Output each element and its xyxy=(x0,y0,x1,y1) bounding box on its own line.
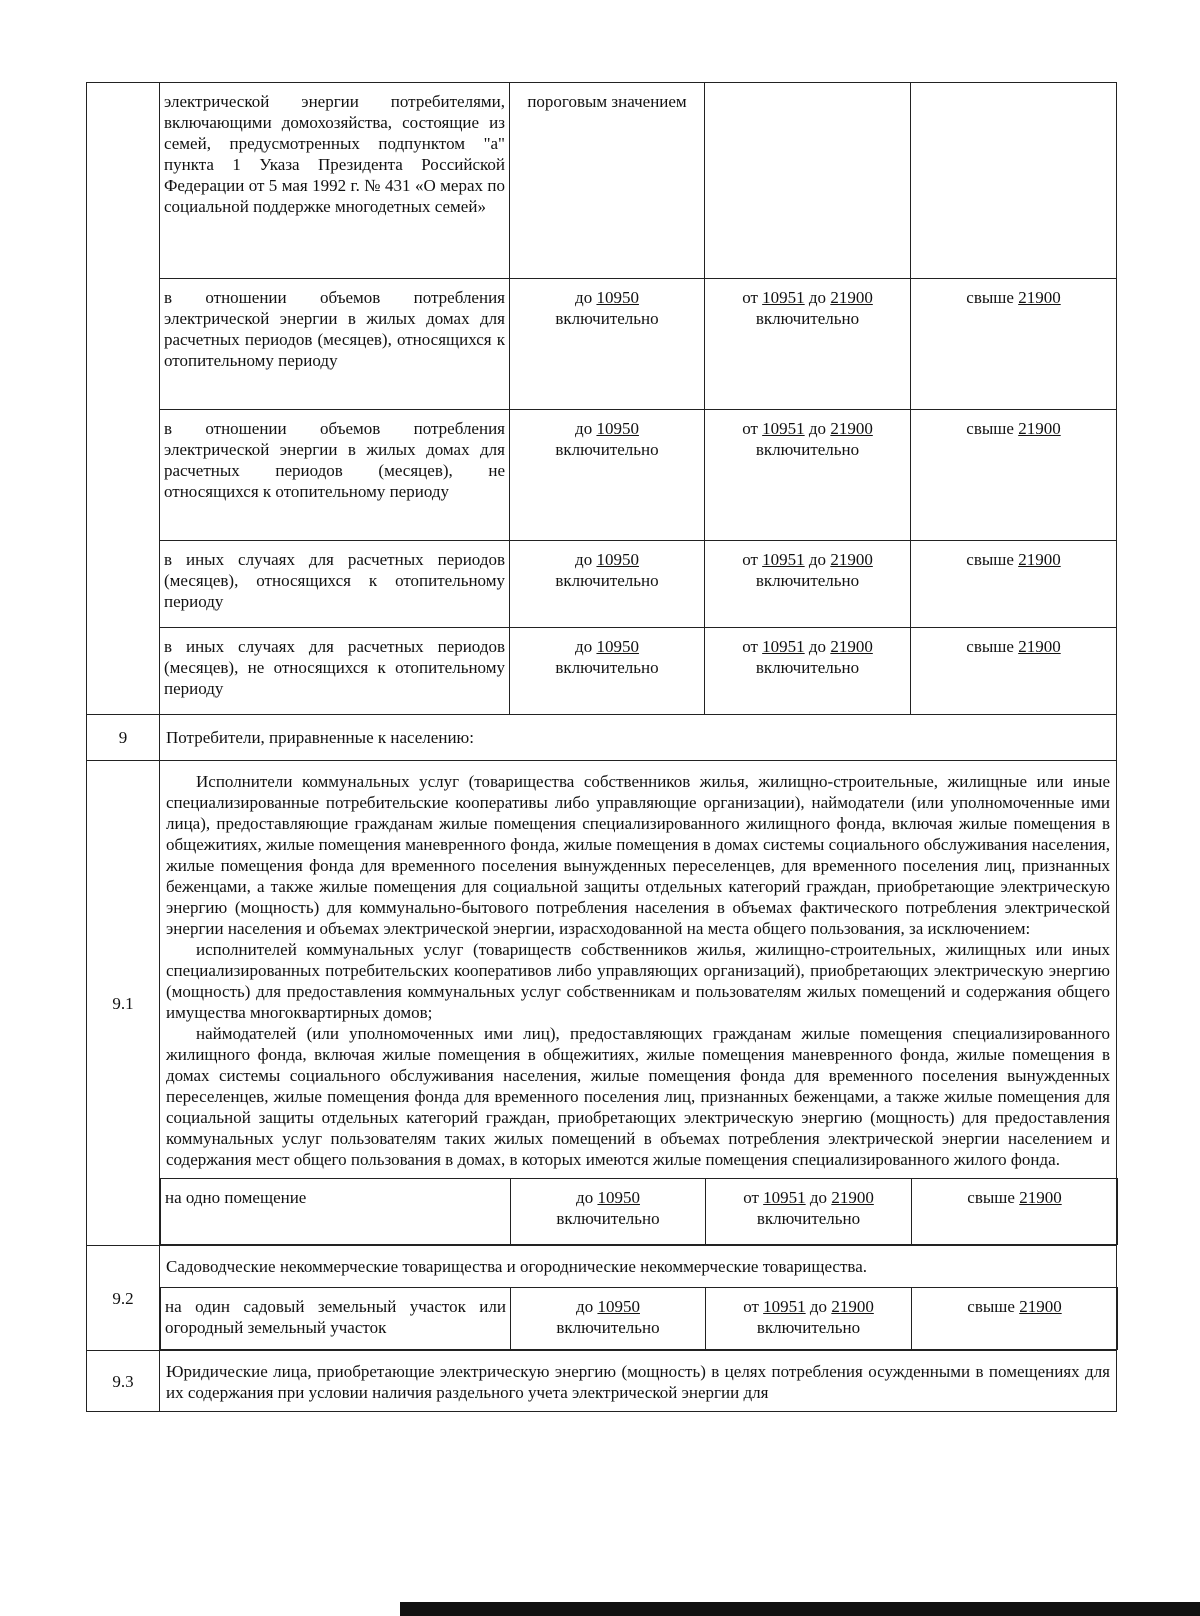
section-text: Юридические лица, приобретающие электрическую энергию (мощность) в целях потребления осужденными в помещениях для их содержания при условии наличия раздельного учета электрической энергии для xyxy=(160,1351,1117,1412)
range-high-cell: свыше 21900 xyxy=(911,541,1117,628)
table-row xyxy=(87,410,1117,541)
section-title: Садоводческие некоммерческие товарищества и огороднические некоммерческие товарищества. xyxy=(166,1257,867,1276)
empty-cell xyxy=(705,83,911,279)
range-low-cell: до 10950 включительно xyxy=(510,628,705,715)
range-low-cell: до 10950 включительно xyxy=(511,1179,706,1245)
row-description: электрической энергии потребителями, включающими домохозяйства, состоящие из семей, предусмотренных подпунктом "а" пункта 1 Указа Президента Российской Федерации от 5 мая 1992 г. № 431 «О мерах по социальной поддержке многодетных семей» xyxy=(160,83,510,279)
inner-table xyxy=(160,1178,1118,1245)
inner-table xyxy=(160,1287,1118,1350)
range-mid-cell: от 10951 до 21900 включительно xyxy=(705,541,911,628)
table-row xyxy=(87,541,1117,628)
range-low-cell: до 10950 включительно xyxy=(511,1288,706,1350)
row-description: на одно помещение xyxy=(161,1179,511,1245)
range-high-cell: свыше 21900 xyxy=(911,628,1117,715)
empty-cell xyxy=(911,83,1117,279)
paragraph: Исполнители коммунальных услуг (товарищества собственников жилья, жилищно-строительные, жилищные или иные специализированные потребительские кооперативы либо управляющие организации), наймодатели (или уполномоченные ими лица), предоставляющие гражданам жилые помещения специализированного жилищного фонда, включая жилые помещения в общежитиях, жилые помещения маневренного фонда, жилые помещения в домах системы социального обслуживания населения, жилые помещения фонда для временного поселения вынужденных переселенцев, для временного поселения лиц, признанных беженцами, а также жилые помещения для социальной защиты отдельных категорий граждан, приобретающие электрическую энергию (мощность) для коммунально-бытового потребления населения в объемах фактического потребления электрической энергии населения и объемах электрической энергии, израсходованной на места общего пользования, за исключением: xyxy=(166,772,1110,938)
threshold-cell: пороговым значением xyxy=(510,83,705,279)
row-number: 9 xyxy=(87,715,160,761)
row-number: 9.2 xyxy=(87,1246,160,1351)
table-row xyxy=(161,1288,1118,1350)
range-low-cell: до 10950 включительно xyxy=(510,541,705,628)
row-number: 9.3 xyxy=(87,1351,160,1412)
section-9-row xyxy=(87,715,1117,761)
table-row xyxy=(87,83,1117,279)
section-9-2-row xyxy=(87,1246,1117,1351)
range-mid-cell: от 10951 до 21900 включительно xyxy=(705,628,911,715)
range-high-cell: свыше 21900 xyxy=(911,279,1117,410)
range-mid-cell: от 10951 до 21900 включительно xyxy=(705,279,911,410)
range-low-cell: до 10950 включительно xyxy=(510,279,705,410)
section-9-3-row xyxy=(87,1351,1117,1412)
table-row xyxy=(161,1179,1118,1245)
range-high-cell: свыше 21900 xyxy=(912,1288,1118,1350)
tariff-table xyxy=(86,82,1117,1412)
range-mid-cell: от 10951 до 21900 включительно xyxy=(706,1179,912,1245)
paragraph: исполнителей коммунальных услуг (товариществ собственников жилья, жилищно-строительных, жилищных или иных специализированных потребительских кооперативов либо управляющих организаций), приобретающих электрическую энергию (мощность) для предоставления коммунальных услуг собственникам и пользователям жилых помещений и содержания общего имущества многоквартирных домов; xyxy=(166,940,1110,1022)
row-description: на один садовый земельный участок или огородный земельный участок xyxy=(161,1288,511,1350)
range-mid-cell: от 10951 до 21900 включительно xyxy=(705,410,911,541)
row-number-cell xyxy=(87,83,160,715)
row-description: в иных случаях для расчетных периодов (месяцев), относящихся к отопительному периоду xyxy=(160,541,510,628)
range-mid-cell: от 10951 до 21900 включительно xyxy=(706,1288,912,1350)
section-9-1-row xyxy=(87,761,1117,1246)
table-row xyxy=(87,628,1117,715)
row-number: 9.1 xyxy=(87,761,160,1246)
table-row xyxy=(87,279,1117,410)
row-description: в иных случаях для расчетных периодов (месяцев), не относящихся к отопительному периоду xyxy=(160,628,510,715)
row-description: в отношении объемов потребления электрической энергии в жилых домах для расчетных периодов (месяцев), не относящихся к отопительному периоду xyxy=(160,410,510,541)
section-body xyxy=(160,761,1117,1246)
range-low-cell: до 10950 включительно xyxy=(510,410,705,541)
range-high-cell: свыше 21900 xyxy=(912,1179,1118,1245)
section-body xyxy=(160,1246,1117,1351)
paragraph: наймодателей (или уполномоченных ими лиц), предоставляющих гражданам жилые помещения специализированного жилищного фонда, включая жилые помещения в общежитиях, жилые помещения маневренного фонда, жилые помещения в домах системы социального обслуживания населения, жилые помещения фонда для временного поселения вынужденных переселенцев, жилые помещения фонда для временного поселения лиц, признанных беженцами, а также жилые помещения для социальной защиты отдельных категорий граждан, приобретающих электрическую энергию (мощность) для предоставления коммунальных услуг пользователям таких жилых помещений в объемах потребления электрической энергии населением и содержания мест общего пользования в домах, в которых имеются жилые помещения специализированного жилого фонда. xyxy=(166,1024,1110,1169)
range-high-cell: свыше 21900 xyxy=(911,410,1117,541)
section-title: Потребители, приравненные к населению: xyxy=(160,715,1117,761)
scan-edge xyxy=(400,1602,1200,1616)
row-description: в отношении объемов потребления электрической энергии в жилых домах для расчетных периодов (месяцев), относящихся к отопительному периоду xyxy=(160,279,510,410)
